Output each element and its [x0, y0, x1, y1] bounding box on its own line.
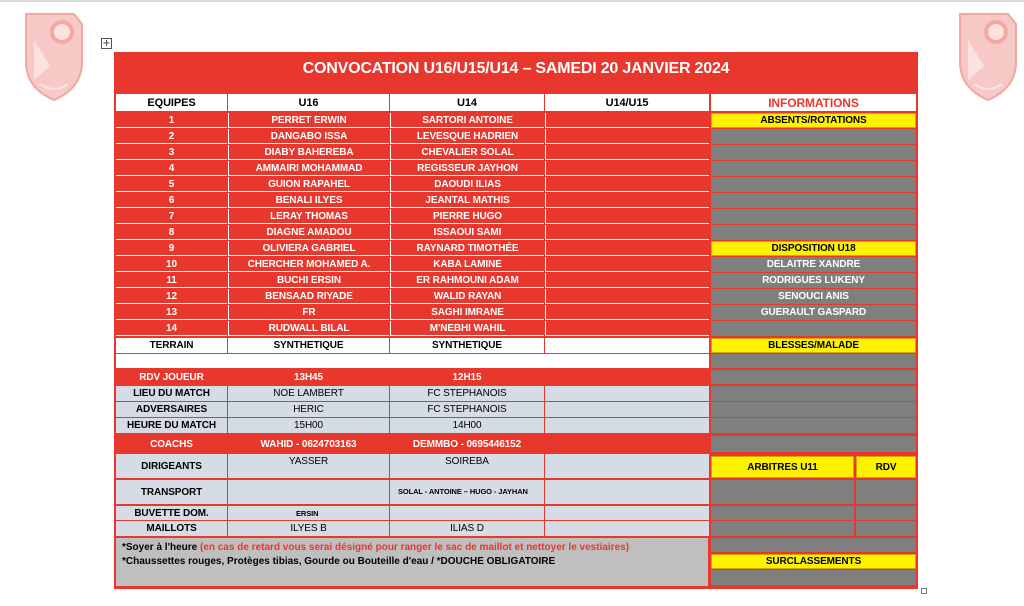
- player-u16: BUCHI ERSIN: [228, 273, 389, 288]
- arbitres-rdv-slot: [856, 506, 916, 520]
- terrain-label: TERRAIN: [116, 338, 227, 353]
- note-line-2: *Chaussettes rouges, Protèges tibias, Gourde ou Bouteille d'eau / *DOUCHE OBLIGATOIRE: [122, 556, 556, 567]
- player-u16: OLIVIERA GABRIEL: [228, 241, 389, 256]
- info-absent-slot: [711, 225, 916, 240]
- player-u14u15: [545, 193, 709, 208]
- top-border: [0, 0, 1024, 2]
- dirigeants-u14: SOIREBA: [390, 454, 544, 478]
- page-title: CONVOCATION U16/U15/U14 – SAMEDI 20 JANVIER 2024: [302, 60, 730, 77]
- terrain-u16: SYNTHETIQUE: [228, 338, 389, 353]
- info-disposition: DISPOSITION U18: [711, 241, 916, 256]
- dirigeants-u14u15: [545, 454, 709, 478]
- maillots-label: MAILLOTS: [116, 521, 227, 536]
- player-u14u15: [545, 273, 709, 288]
- info-slot: [711, 418, 916, 433]
- info-slot: [711, 354, 916, 368]
- player-u16: LERAY THOMAS: [228, 209, 389, 224]
- player-u14: SARTORI ANTOINE: [390, 113, 544, 128]
- header-equipes: EQUIPES: [116, 94, 227, 111]
- info-slot: [711, 570, 916, 585]
- convocation-sheet: [114, 52, 918, 589]
- lieu-u14: FC STEPHANOIS: [390, 386, 544, 401]
- table-resize-handle[interactable]: [921, 588, 927, 594]
- arbitres-slot: [711, 480, 854, 504]
- player-u14: LEVESQUE HADRIEN: [390, 129, 544, 144]
- transport-u16: [228, 480, 389, 504]
- arbitres-rdv-slot: [856, 480, 916, 504]
- player-u14: WALID RAYAN: [390, 289, 544, 304]
- transport-u14: SOLAL - ANTOINE – HUGO - JAYHAN: [390, 480, 544, 504]
- arbitres-rdv-slot: [856, 521, 916, 536]
- club-logo-right: [956, 10, 1020, 102]
- row-number: 2: [116, 129, 227, 144]
- buvette-u14u15: [545, 506, 709, 520]
- player-u16: BENALI ILYES: [228, 193, 389, 208]
- lieu-label: LIEU DU MATCH: [116, 386, 227, 401]
- note-line-1-main: *Soyer à l'heure: [122, 542, 200, 553]
- maillots-u14: ILIAS D: [390, 521, 544, 536]
- transport-u14u15: [545, 480, 709, 504]
- info-absent-slot: [711, 145, 916, 160]
- row-number: 12: [116, 289, 227, 304]
- player-u14u15: [545, 209, 709, 224]
- adversaires-label: ADVERSAIRES: [116, 402, 227, 417]
- maillots-u14u15: [545, 521, 709, 536]
- note-line-1-warning: (en cas de retard vous serai désigné pour ranger le sac de maillot et nettoyer le vestiaires): [199, 542, 630, 553]
- club-logo-left: [22, 10, 86, 102]
- player-u14u15: [545, 241, 709, 256]
- player-u16: CHERCHER MOHAMED A.: [228, 257, 389, 272]
- header-u14u15: U14/U15: [545, 94, 709, 111]
- adversaires-u14: FC STEPHANOIS: [390, 402, 544, 417]
- row-number: 11: [116, 273, 227, 288]
- player-u16: BENSAAD RIYADE: [228, 289, 389, 304]
- player-u14: SAGHI IMRANE: [390, 305, 544, 320]
- terrain-u14: SYNTHETIQUE: [390, 338, 544, 353]
- coachs-u14: DEMMBO - 0695446152: [412, 438, 522, 450]
- info-surclassements: SURCLASSEMENTS: [711, 554, 916, 569]
- info-disposition-player: GUERAULT GASPARD: [711, 305, 916, 320]
- player-u14: M'NEBHI WAHIL: [390, 321, 544, 336]
- arbitres-slot: [711, 521, 854, 536]
- buvette-u16: ERSIN: [228, 506, 389, 520]
- player-u16: GUION RAPAHEL: [228, 177, 389, 192]
- row-number: 4: [116, 161, 227, 176]
- info-rdv: RDV: [856, 456, 916, 478]
- player-u14u15: [545, 289, 709, 304]
- transport-label: TRANSPORT: [116, 480, 227, 504]
- player-u14: DAOUDI ILIAS: [390, 177, 544, 192]
- lieu-u16: NOE LAMBERT: [228, 386, 389, 401]
- info-slot: [711, 321, 916, 336]
- player-u14u15: [545, 113, 709, 128]
- info-absent-slot: [711, 161, 916, 176]
- heure-label: HEURE DU MATCH: [116, 418, 227, 433]
- info-arbitres: ARBITRES U11: [711, 456, 854, 478]
- player-u14u15: [545, 145, 709, 160]
- table-move-handle-icon[interactable]: +: [102, 38, 111, 49]
- notes-box: [116, 538, 708, 586]
- player-u16: DANGABO ISSA: [228, 129, 389, 144]
- player-u14: KABA LAMINE: [390, 257, 544, 272]
- row-number: 3: [116, 145, 227, 160]
- player-u16: FR: [228, 305, 389, 320]
- blank-row: [116, 354, 709, 368]
- player-u14: ISSAOUI SAMI: [390, 225, 544, 240]
- header-u16: U16: [228, 94, 389, 111]
- row-number: 8: [116, 225, 227, 240]
- player-u14u15: [545, 129, 709, 144]
- player-u16: PERRET ERWIN: [228, 113, 389, 128]
- info-absent-slot: [711, 193, 916, 208]
- info-slot: [711, 386, 916, 401]
- player-u14: ER RAHMOUNI ADAM: [390, 273, 544, 288]
- rdv-joueur-u16: 13H45: [294, 371, 323, 383]
- info-slot: [711, 370, 916, 384]
- row-number: 5: [116, 177, 227, 192]
- player-u16: DIAGNE AMADOU: [228, 225, 389, 240]
- info-absent-slot: [711, 209, 916, 224]
- row-number: 13: [116, 305, 227, 320]
- heure-u16: 15H00: [228, 418, 389, 433]
- terrain-u14u15: [545, 338, 709, 353]
- player-u14u15: [545, 161, 709, 176]
- dirigeants-label: DIRIGEANTS: [116, 454, 227, 478]
- player-u14: RAYNARD TIMOTHÉE: [390, 241, 544, 256]
- row-number: 6: [116, 193, 227, 208]
- player-u16: AMMAIRI MOHAMMAD: [228, 161, 389, 176]
- adversaires-u16: HERIC: [228, 402, 389, 417]
- info-slot: [711, 402, 916, 417]
- coachs-u16: WAHID - 0624703163: [260, 438, 357, 450]
- info-blesses: BLESSES/MALADE: [711, 338, 916, 353]
- info-disposition-player: SENOUCI ANIS: [711, 289, 916, 304]
- player-u14u15: [545, 225, 709, 240]
- player-u16: RUDWALL BILAL: [228, 321, 389, 336]
- row-number: 1: [116, 113, 227, 128]
- dirigeants-u16: YASSER: [228, 454, 389, 478]
- heure-u14: 14H00: [390, 418, 544, 433]
- player-u14u15: [545, 257, 709, 272]
- info-disposition-player: DELAITRE XANDRE: [711, 257, 916, 272]
- buvette-label: BUVETTE DOM.: [116, 506, 227, 520]
- rdv-joueur-label: RDV JOUEUR: [139, 371, 204, 383]
- arbitres-slot: [711, 506, 854, 520]
- player-u16: DIABY BAHEREBA: [228, 145, 389, 160]
- player-u14u15: [545, 321, 709, 336]
- maillots-u16: ILYES B: [228, 521, 389, 536]
- player-u14u15: [545, 177, 709, 192]
- buvette-u14: [390, 506, 544, 520]
- row-number: 14: [116, 321, 227, 336]
- note-line-1: [122, 541, 702, 555]
- row-number: 10: [116, 257, 227, 272]
- header-informations: INFORMATIONS: [711, 94, 916, 111]
- row-number: 7: [116, 209, 227, 224]
- info-absents: ABSENTS/ROTATIONS: [711, 113, 916, 128]
- info-slot: [711, 538, 916, 552]
- rdv-joueur-u14: 12H15: [452, 371, 482, 383]
- player-u14u15: [545, 305, 709, 320]
- info-disposition-player: RODRIGUES LUKENY: [711, 273, 916, 288]
- lieu-u14u15: [545, 386, 709, 401]
- row-number: 9: [116, 241, 227, 256]
- coachs-label: COACHS: [150, 438, 193, 450]
- player-u14: JEANTAL MATHIS: [390, 193, 544, 208]
- heure-u14u15: [545, 418, 709, 433]
- adversaires-u14u15: [545, 402, 709, 417]
- player-u14: REGISSEUR JAYHON: [390, 161, 544, 176]
- header-u14: U14: [390, 94, 544, 111]
- player-u14: CHEVALIER SOLAL: [390, 145, 544, 160]
- info-absent-slot: [711, 177, 916, 192]
- info-slot: [711, 436, 916, 452]
- info-absent-slot: [711, 129, 916, 144]
- player-u14: PIERRE HUGO: [390, 209, 544, 224]
